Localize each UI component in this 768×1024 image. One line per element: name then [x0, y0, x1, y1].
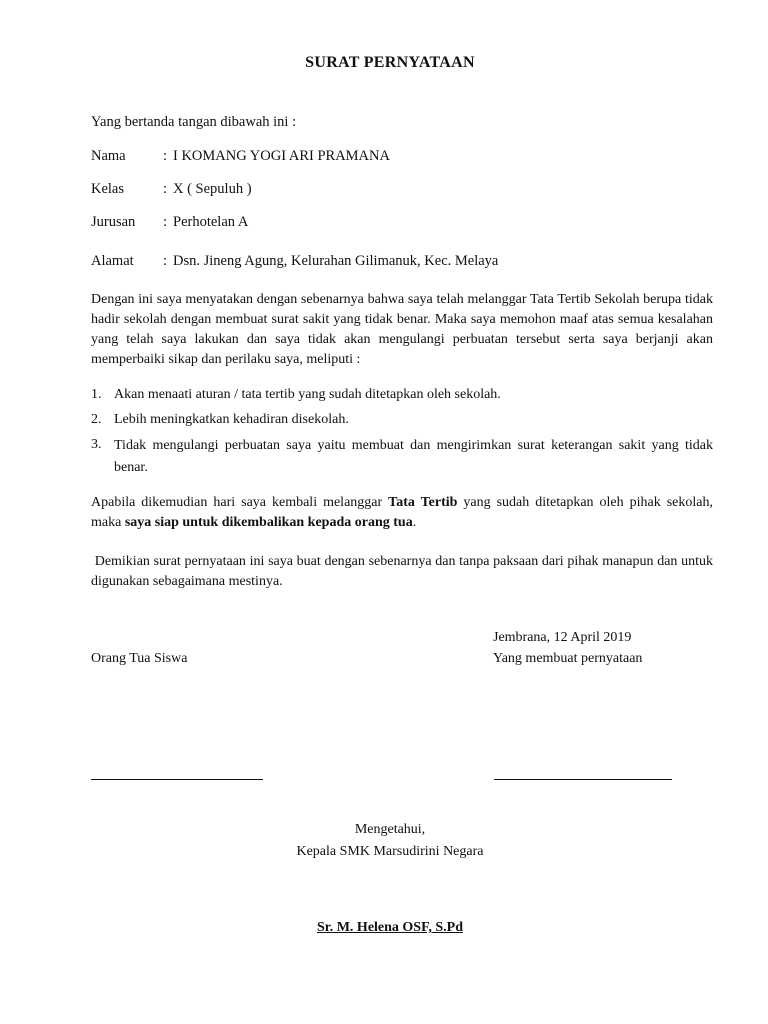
parent-signature-label: Orang Tua Siswa — [91, 651, 188, 666]
consequence-text: Apabila dikemudian hari saya kembali melanggar — [91, 495, 389, 510]
field-separator: : — [163, 148, 168, 164]
principal-title: Kepala SMK Marsudirini Negara — [296, 844, 484, 859]
principal-name-text: Sr. M. Helena OSF, S.Pd — [317, 920, 463, 935]
closing-paragraph: Demikian surat pernyataan ini saya buat dengan sebenarnya dan tanpa paksaan dari pihak manapun dan untuk digunakan sebagaimana mestinya. — [91, 554, 717, 589]
field-label-jurusan: Jurusan — [91, 214, 136, 230]
maker-signature-line — [494, 779, 672, 780]
list-number: 3. — [91, 437, 102, 452]
field-value-kelas: X ( Sepuluh ) — [173, 181, 252, 197]
field-value-jurusan: Perhotelan A — [173, 214, 249, 230]
field-separator: : — [163, 253, 168, 269]
field-label-kelas: Kelas — [91, 181, 125, 197]
maker-signature-label: Yang membuat pernyataan — [493, 651, 643, 666]
field-value-alamat: Dsn. Jineng Agung, Kelurahan Gilimanuk, Kec. Melaya — [173, 253, 499, 269]
principal-name — [0, 920, 768, 937]
field-label-nama: Nama — [91, 148, 126, 164]
field-value-nama: I KOMANG YOGI ARI PRAMANA — [173, 148, 390, 164]
consequence-paragraph — [91, 493, 713, 533]
field-separator: : — [163, 214, 168, 230]
list-number: 1. — [91, 387, 102, 402]
consequence-bold-text: saya siap untuk dikembalikan kepada orang tua — [124, 515, 413, 530]
document-title: SURAT PERNYATAAN — [305, 54, 475, 71]
list-item-text: Akan menaati aturan / tata tertib yang sudah ditetapkan oleh sekolah. — [114, 387, 501, 402]
list-number: 2. — [91, 412, 102, 427]
intro-text: Yang bertanda tangan dibawah ini : — [91, 114, 297, 130]
place-date: Jembrana, 12 April 2019 — [493, 630, 632, 645]
field-label-alamat: Alamat — [91, 253, 134, 269]
consequence-bold-text: Tata Tertib — [388, 495, 458, 510]
parent-signature-line — [91, 779, 263, 780]
list-item-text: Tidak mengulangi perbuatan saya yaitu membuat dan mengirimkan surat keterangan sakit yang tidak benar. — [114, 438, 713, 475]
acknowledged-label: Mengetahui, — [354, 822, 426, 837]
consequence-text: yang sudah ditetapkan oleh pihak sekolah, maka — [91, 495, 713, 530]
statement-paragraph: Dengan ini saya menyatakan dengan sebenarnya bahwa saya telah melanggar Tata Tertib Sekolah berupa tidak hadir sekolah dengan membuat surat sakit yang tidak benar. Maka saya memohon maaf atas semua kesalahan yang telah saya lakukan dan saya tidak akan mengulangi perbuatan tersebut serta saya berjanji akan memperbaiki sikap dan perilaku saya, meliputi : — [91, 292, 713, 367]
list-item-text: Lebih meningkatkan kehadiran disekolah. — [114, 412, 349, 427]
field-separator: : — [163, 181, 168, 197]
consequence-text: . — [412, 515, 417, 530]
